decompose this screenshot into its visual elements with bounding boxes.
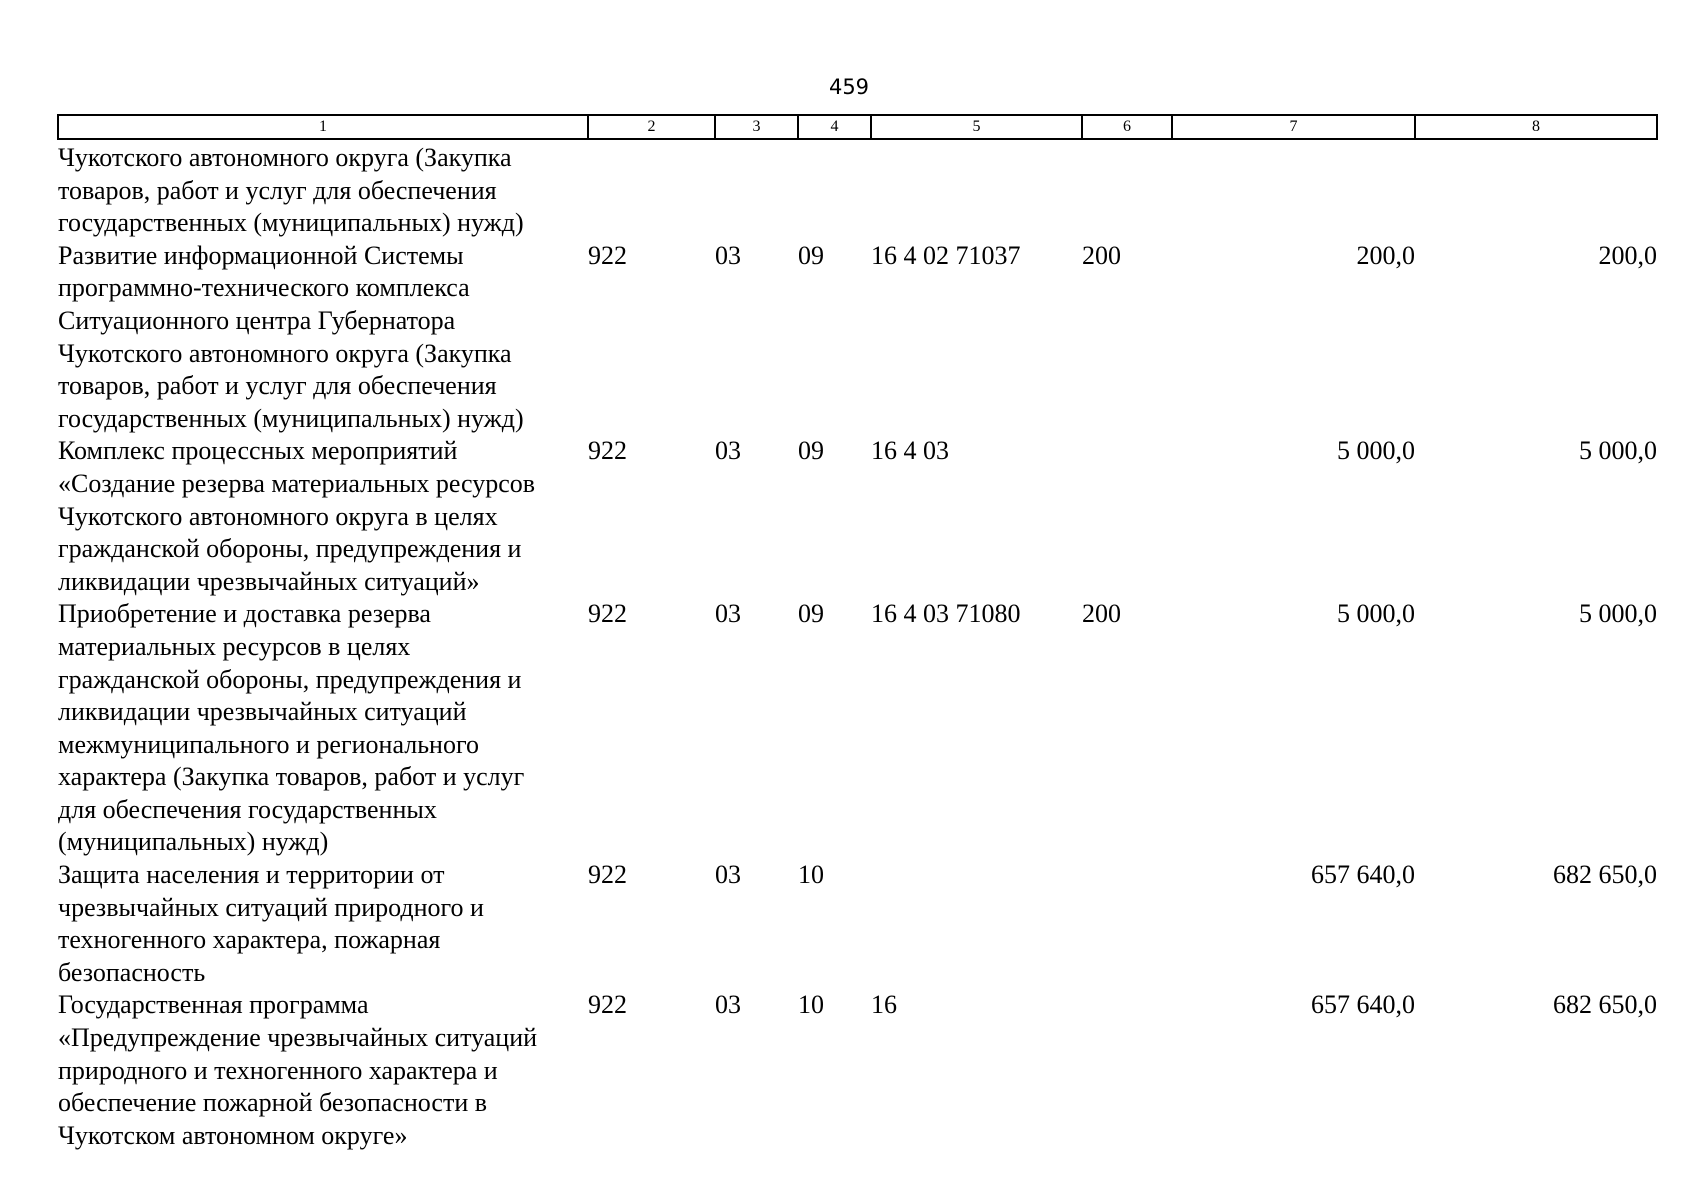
row-expense-type [1082, 139, 1172, 240]
header-col-7: 7 [1172, 115, 1415, 139]
header-col-2: 2 [588, 115, 715, 139]
row-amount-col7: 5 000,0 [1337, 436, 1415, 466]
row-subsection-code: 10 [798, 860, 824, 890]
table-row [58, 435, 1657, 598]
row-subsection-code: 09 [798, 240, 824, 270]
row-name: Комплекс процессных мероприятий «Создание резерва материальных ресурсов Чукотского автономного округа в целях гражданской обороны, предупреждения и ликвидации чрезвычайных ситуаций» [58, 436, 536, 596]
row-target-article: 16 4 02 71037 [871, 240, 1021, 270]
row-amount-col7 [1172, 139, 1415, 240]
table-row [58, 139, 1657, 240]
header-col-4: 4 [798, 115, 871, 139]
row-ministry-code: 922 [588, 990, 627, 1020]
row-target-article: 16 4 03 [871, 436, 949, 466]
table-row [58, 598, 1657, 859]
budget-table [57, 114, 1658, 1152]
row-name: Государственная программа «Предупреждение чрезвычайных ситуаций природного и техногенного характера и обеспечение пожарной безопасности в Чукотском автономном округе» [58, 990, 538, 1150]
row-amount-col8: 200,0 [1598, 240, 1657, 270]
header-col-1: 1 [58, 115, 588, 139]
row-target-article: 16 [871, 990, 897, 1020]
table-row [58, 989, 1657, 1152]
row-expense-type [1082, 435, 1172, 598]
header-col-8: 8 [1415, 115, 1657, 139]
row-section-code: 03 [715, 436, 741, 466]
row-amount-col7: 200,0 [1356, 240, 1415, 270]
row-amount-col8: 5 000,0 [1579, 436, 1657, 466]
row-amount-col7: 5 000,0 [1337, 599, 1415, 629]
row-name: Развитие информационной Системы программно-технического комплекса Ситуационного центра Губернатора Чукотского автономного округа (Закупка товаров, работ и услуг для обеспечения государственных (муниципальных) нужд) [58, 240, 524, 433]
row-amount-col7: 657 640,0 [1311, 990, 1415, 1020]
row-subsection-code: 09 [798, 599, 824, 629]
row-target-article: 16 4 03 71080 [871, 599, 1021, 629]
table-body [58, 139, 1657, 1152]
page-number: 459 [828, 75, 870, 99]
table-header [58, 115, 1657, 139]
table-row [58, 240, 1657, 436]
row-ministry-code: 922 [588, 240, 627, 270]
row-ministry-code: 922 [588, 860, 627, 890]
row-section-code: 03 [715, 860, 741, 890]
row-section-code: 03 [715, 990, 741, 1020]
row-section-code [715, 139, 798, 240]
row-subsection-code [798, 139, 871, 240]
row-amount-col8: 5 000,0 [1579, 599, 1657, 629]
row-expense-type: 200 [1082, 240, 1121, 270]
row-name: Приобретение и доставка резерва материальных ресурсов в целях гражданской обороны, предупреждения и ликвидации чрезвычайных ситуаций межмуниципального и регионального характера (Закупка товаров, работ и услуг для обеспечения государственных (муниципальных) нужд) [58, 599, 525, 857]
row-target-article [871, 139, 1082, 240]
row-expense-type [1082, 859, 1172, 989]
row-name: Чукотского автономного округа (Закупка товаров, работ и услуг для обеспечения государственных (муниципальных) нужд) [58, 143, 524, 238]
row-name: Защита населения и территории от чрезвычайных ситуаций природного и техногенного характера, пожарная безопасность [58, 860, 484, 987]
header-col-6: 6 [1082, 115, 1172, 139]
row-subsection-code: 10 [798, 990, 824, 1020]
row-target-article [871, 859, 1082, 989]
header-col-3: 3 [715, 115, 798, 139]
table-row [58, 859, 1657, 989]
row-amount-col7: 657 640,0 [1311, 860, 1415, 890]
row-section-code: 03 [715, 599, 741, 629]
header-col-5: 5 [871, 115, 1082, 139]
row-ministry-code: 922 [588, 599, 627, 629]
row-section-code: 03 [715, 240, 741, 270]
row-amount-col8 [1415, 139, 1657, 240]
row-amount-col8: 682 650,0 [1553, 860, 1657, 890]
row-subsection-code: 09 [798, 436, 824, 466]
row-expense-type: 200 [1082, 599, 1121, 629]
row-ministry-code: 922 [588, 436, 627, 466]
header-row [58, 115, 1657, 139]
row-expense-type [1082, 989, 1172, 1152]
row-ministry-code [588, 139, 715, 240]
row-amount-col8: 682 650,0 [1553, 990, 1657, 1020]
